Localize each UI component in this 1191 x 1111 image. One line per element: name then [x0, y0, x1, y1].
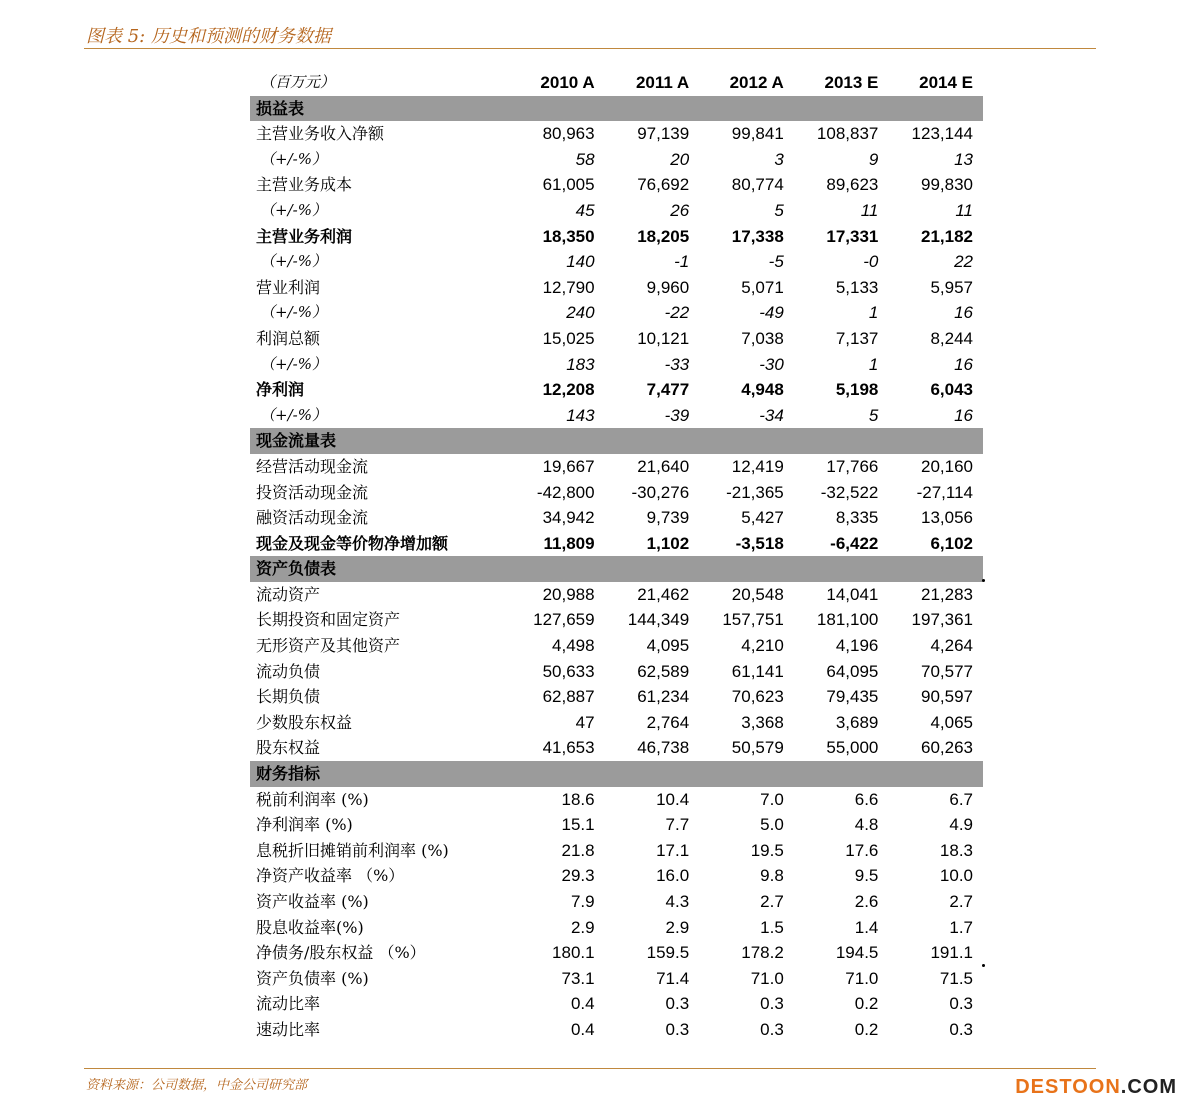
table-cell: 4,264 [930, 636, 973, 656]
table-cell: 4.9 [949, 815, 973, 835]
row-label: 主营业务成本 [256, 175, 353, 195]
table-cell: 4,065 [930, 712, 973, 732]
table-cell: -22 [664, 303, 690, 323]
table-cell: 21,462 [637, 584, 690, 604]
table-cell: 90,597 [921, 687, 973, 707]
table-cell: 0.3 [665, 1019, 690, 1039]
table-cell: 26 [670, 200, 690, 220]
table-cell: 16 [954, 303, 973, 323]
row-label: （+/-%） [260, 303, 327, 322]
table-cell: 13,056 [921, 508, 973, 528]
row-label: 主营业务收入净额 [256, 124, 385, 144]
row-label: 长期投资和固定资产 [256, 610, 401, 630]
growth-row [250, 147, 983, 173]
table-cell: -30,276 [631, 482, 690, 502]
table-row [250, 454, 983, 480]
table-cell: 10,121 [637, 328, 690, 348]
table-row [250, 735, 983, 761]
table-cell: 9,960 [646, 277, 690, 297]
table-cell: 5,071 [741, 277, 784, 297]
table-cell: -49 [759, 303, 784, 323]
table-cell: 21,283 [921, 584, 973, 604]
table-row [250, 480, 983, 506]
watermark-suffix: .COM [1120, 1076, 1177, 1098]
table-cell: 45 [575, 200, 595, 220]
table-row [250, 659, 983, 685]
table-cell: 12,790 [542, 277, 595, 297]
table-cell: 61,234 [637, 687, 690, 707]
growth-row [250, 249, 983, 275]
row-label: 利润总额 [256, 328, 321, 348]
table-cell: 60,263 [921, 738, 973, 758]
table-cell: 71.5 [939, 968, 973, 988]
table-cell: 4,210 [741, 636, 784, 656]
table-cell: -5 [768, 252, 784, 272]
table-row [250, 224, 983, 250]
year-header: 2011 A [635, 73, 690, 92]
bottom-divider [84, 1068, 1096, 1069]
table-row [250, 633, 983, 659]
stray-dot [982, 964, 985, 967]
table-cell: -21,365 [726, 482, 784, 502]
table-cell: 9 [868, 149, 879, 169]
table-cell: 16 [954, 405, 973, 425]
row-label: （+/-%） [260, 149, 327, 168]
table-cell: 140 [566, 252, 595, 272]
row-label: （+/-%） [260, 252, 327, 271]
table-cell: 0.3 [949, 1019, 973, 1039]
table-cell: 80,774 [731, 175, 784, 195]
row-label: （+/-%） [260, 405, 327, 424]
row-label: （+/-%） [260, 200, 327, 219]
row-label: 息税折旧摊销前利润率 (%) [256, 840, 449, 860]
table-cell: 194.5 [835, 943, 879, 963]
table-cell: 178.2 [741, 943, 784, 963]
watermark-text: DESTOON [1015, 1076, 1121, 1098]
table-header-row [250, 70, 983, 96]
table-cell: 55,000 [826, 738, 879, 758]
section-header-row [250, 96, 983, 122]
table-row [250, 275, 983, 301]
table-cell: 73.1 [561, 968, 595, 988]
section-title: 损益表 [250, 96, 983, 122]
table-row [250, 787, 983, 813]
table-cell: 34,942 [542, 508, 595, 528]
figure-title: 图表 5: 历史和预测的财务数据 [86, 26, 331, 47]
table-cell: 0.3 [760, 994, 784, 1014]
table-cell: 21.8 [561, 840, 595, 860]
table-cell: 20,160 [921, 456, 973, 476]
table-cell: -27,114 [916, 482, 973, 502]
table-cell: 2.9 [570, 917, 595, 937]
year-header: 2010 A [540, 73, 595, 92]
table-cell: 46,738 [637, 738, 690, 758]
table-cell: 79,435 [826, 687, 879, 707]
table-cell: 89,623 [826, 175, 879, 195]
table-row [250, 838, 983, 864]
table-cell: 159.5 [646, 943, 690, 963]
section-header-row [250, 428, 983, 454]
table-cell: 13 [954, 149, 973, 169]
row-label: 经营活动现金流 [256, 456, 369, 476]
table-cell: 8,244 [930, 328, 973, 348]
table-cell: 17,766 [826, 456, 879, 476]
table-cell: 6.7 [949, 789, 973, 809]
row-label: 主营业务利润 [256, 226, 353, 246]
table-cell: 21,182 [921, 226, 973, 246]
table-cell: 5,957 [930, 277, 973, 297]
table-cell: 17.1 [656, 840, 690, 860]
table-cell: 3,689 [835, 712, 879, 732]
table-row [250, 1017, 983, 1043]
table-cell: 0.2 [854, 1019, 879, 1039]
growth-row [250, 300, 983, 326]
table-cell: 19.5 [750, 840, 784, 860]
table-cell: 80,963 [542, 124, 595, 144]
table-cell: 22 [954, 252, 973, 272]
row-label: 长期负债 [256, 687, 321, 707]
table-cell: 144,349 [627, 610, 690, 630]
table-cell: 157,751 [722, 610, 784, 630]
table-cell: 15.1 [561, 815, 595, 835]
table-cell: 58 [575, 149, 595, 169]
source-note: 资料来源：公司数据，中金公司研究部 [86, 1078, 308, 1093]
table-cell: 61,141 [731, 661, 784, 681]
row-label: 股息收益率(%) [256, 917, 364, 937]
table-cell: 19,667 [542, 456, 595, 476]
table-row [250, 505, 983, 531]
table-row [250, 991, 983, 1017]
table-cell: 4,196 [835, 636, 879, 656]
table-cell: 6.6 [854, 789, 879, 809]
table-cell: 123,144 [911, 124, 973, 144]
row-label: 净利润 [256, 380, 305, 400]
table-cell: 0.3 [665, 994, 690, 1014]
table-cell: 18.3 [939, 840, 973, 860]
table-cell: 17.6 [845, 840, 879, 860]
table-cell: 191.1 [930, 943, 973, 963]
table-cell: 3,368 [741, 712, 784, 732]
table-cell: 197,361 [911, 610, 973, 630]
section-title: 现金流量表 [250, 428, 983, 454]
growth-row [250, 403, 983, 429]
row-label: 净利润率 (%) [256, 815, 353, 835]
table-row [250, 326, 983, 352]
table-cell: 7,477 [646, 380, 690, 400]
row-label: 净资产收益率 （%） [256, 866, 405, 886]
table-cell: 2.9 [665, 917, 690, 937]
table-cell: -39 [664, 405, 690, 425]
table-row [250, 607, 983, 633]
table-cell: 180.1 [552, 943, 595, 963]
table-cell: 41,653 [542, 738, 595, 758]
top-divider [84, 48, 1096, 49]
table-cell: 21,640 [637, 456, 690, 476]
row-label: 无形资产及其他资产 [256, 636, 401, 656]
table-cell: 16.0 [656, 866, 690, 886]
table-cell: 4,948 [741, 380, 784, 400]
table-cell: 0.3 [949, 994, 973, 1014]
table-cell: 70,577 [921, 661, 973, 681]
stray-dot [982, 579, 985, 582]
table-cell: 1.7 [949, 917, 973, 937]
table-cell: 71.0 [750, 968, 784, 988]
table-row [250, 121, 983, 147]
table-cell: -34 [759, 405, 784, 425]
table-cell: -6,422 [830, 533, 879, 553]
table-cell: 0.3 [760, 1019, 784, 1039]
table-cell: 0.2 [854, 994, 879, 1014]
table-cell: 7.9 [570, 892, 595, 911]
table-cell: 3 [774, 149, 784, 169]
table-cell: 62,589 [637, 661, 690, 681]
row-label: 流动资产 [256, 584, 321, 604]
table-row [250, 889, 983, 915]
table-cell: 1,102 [646, 533, 690, 553]
table-cell: 4,498 [552, 636, 595, 656]
table-cell: 2,764 [646, 712, 690, 732]
row-label: 资产收益率 (%) [256, 892, 369, 911]
row-label: 流动比率 [256, 994, 321, 1014]
table-cell: 76,692 [637, 175, 690, 195]
table-cell: 5 [774, 200, 784, 220]
table-cell: 1.5 [760, 917, 784, 937]
table-cell: 4,095 [646, 636, 690, 656]
row-label: 少数股东权益 [256, 712, 353, 732]
table-cell: 10.0 [939, 866, 973, 886]
table-cell: 16 [954, 354, 973, 374]
table-cell: 12,419 [731, 456, 784, 476]
table-cell: 0.4 [570, 1019, 595, 1039]
table-cell: 20 [670, 149, 690, 169]
growth-row [250, 352, 983, 378]
unit-label: （百万元） [260, 74, 336, 91]
table-cell: 6,043 [930, 380, 973, 400]
watermark-logo [1015, 1076, 1177, 1099]
table-cell: -30 [759, 354, 784, 374]
table-cell: -1 [674, 252, 690, 272]
row-label: 资产负债率 (%) [256, 968, 369, 988]
table-cell: 50,579 [731, 738, 784, 758]
table-cell: 12,208 [542, 380, 595, 400]
table-cell: 108,837 [816, 124, 879, 144]
table-cell: 4.3 [665, 892, 690, 911]
table-cell: 7.7 [665, 815, 690, 835]
row-label: 税前利润率 (%) [256, 789, 369, 809]
row-label: 股东权益 [256, 738, 321, 758]
table-cell: 50,633 [542, 661, 595, 681]
table-row [250, 940, 983, 966]
table-cell: -42,800 [536, 482, 595, 502]
table-row [250, 915, 983, 941]
section-title: 财务指标 [250, 761, 983, 787]
table-cell: -33 [664, 354, 690, 374]
table-cell: 71.0 [845, 968, 879, 988]
table-row [250, 531, 983, 557]
table-row [250, 684, 983, 710]
row-label: （+/-%） [260, 354, 327, 373]
row-label: 流动负债 [256, 661, 321, 681]
table-cell: 2.7 [949, 892, 973, 911]
table-cell: 143 [566, 405, 595, 425]
row-label: 现金及现金等价物净增加额 [256, 533, 449, 553]
table-cell: 9,739 [646, 508, 690, 528]
year-header: 2013 E [824, 73, 879, 92]
table-cell: 5,427 [741, 508, 784, 528]
table-cell: 5 [868, 405, 879, 425]
table-cell: 61,005 [542, 175, 595, 195]
table-cell: 183 [566, 354, 595, 374]
row-label: 净债务/股东权益 （%） [256, 943, 426, 963]
table-cell: 17,338 [731, 226, 784, 246]
table-cell: 2.7 [760, 892, 784, 911]
table-cell: 62,887 [542, 687, 595, 707]
table-cell: 97,139 [637, 124, 690, 144]
table-cell: 10.4 [656, 789, 690, 809]
table-cell: 1 [868, 303, 879, 323]
table-cell: -32,522 [820, 482, 879, 502]
table-cell: 11 [955, 200, 973, 220]
section-title: 资产负债表 [250, 556, 983, 582]
table-cell: 47 [575, 712, 595, 732]
table-cell: 8,335 [835, 508, 879, 528]
table-row [250, 582, 983, 608]
row-label: 速动比率 [256, 1019, 321, 1039]
table-cell: -0 [863, 252, 879, 272]
financial-data-table [250, 70, 983, 1043]
growth-row [250, 198, 983, 224]
table-cell: 5,133 [835, 277, 879, 297]
table-row [250, 377, 983, 403]
table-cell: 4.8 [854, 815, 879, 835]
table-cell: 9.5 [854, 866, 879, 886]
table-cell: 17,331 [826, 226, 879, 246]
table-cell: 2.6 [854, 892, 879, 911]
table-cell: 127,659 [533, 610, 595, 630]
table-cell: 99,830 [921, 175, 973, 195]
table-cell: 0.4 [570, 994, 595, 1014]
table-cell: 15,025 [542, 328, 595, 348]
table-cell: 11,809 [543, 533, 595, 553]
table-row [250, 812, 983, 838]
table-cell: 9.8 [760, 866, 784, 886]
table-cell: 6,102 [930, 533, 973, 553]
table-cell: 7.0 [760, 789, 784, 809]
row-label: 营业利润 [256, 277, 321, 297]
table-row [250, 710, 983, 736]
table-cell: 18,205 [637, 226, 690, 246]
table-cell: 99,841 [731, 124, 784, 144]
row-label: 投资活动现金流 [256, 482, 369, 502]
table-cell: 7,137 [835, 328, 879, 348]
table-cell: 70,623 [731, 687, 784, 707]
table-row [250, 863, 983, 889]
table-cell: 1 [868, 354, 879, 374]
table-cell: 71.4 [656, 968, 690, 988]
table-cell: 64,095 [826, 661, 879, 681]
table-cell: 14,041 [826, 584, 879, 604]
table-row [250, 172, 983, 198]
row-label: 融资活动现金流 [256, 508, 369, 528]
section-header-row [250, 556, 983, 582]
table-cell: 181,100 [816, 610, 879, 630]
table-cell: -3,518 [735, 533, 784, 553]
table-cell: 5.0 [760, 815, 784, 835]
table-cell: 5,198 [835, 380, 879, 400]
year-header: 2014 E [919, 73, 973, 92]
year-header: 2012 A [729, 73, 784, 92]
table-row [250, 966, 983, 992]
section-header-row [250, 761, 983, 787]
table-cell: 1.4 [854, 917, 879, 937]
table-cell: 7,038 [741, 328, 784, 348]
table-cell: 29.3 [561, 866, 595, 886]
table-cell: 20,548 [731, 584, 784, 604]
table-body [250, 96, 983, 1043]
table-cell: 240 [566, 303, 595, 323]
table-cell: 18,350 [542, 226, 595, 246]
table-cell: 20,988 [542, 584, 595, 604]
table-cell: 11 [860, 200, 879, 220]
table-cell: 18.6 [561, 789, 595, 809]
